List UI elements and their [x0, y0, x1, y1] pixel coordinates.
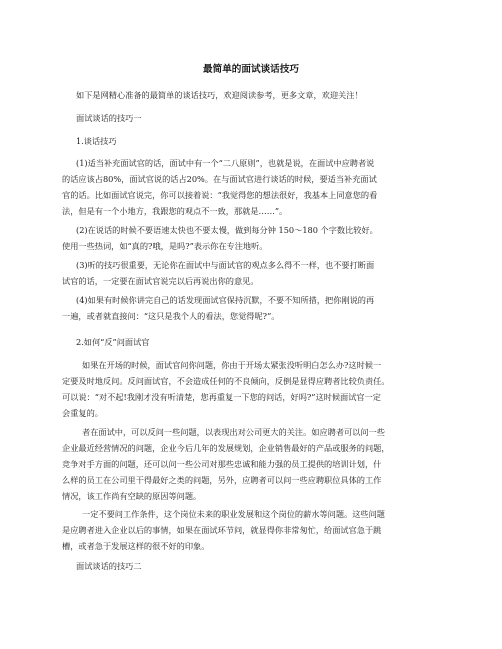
- paragraph-line: 如果在开场的时候，面试官问你问题，你由于开场太紧张没听明白怎么办?这时候一: [82, 360, 382, 370]
- item-heading-1: 1.谈话技巧: [76, 136, 117, 146]
- document-title: 最简单的面试谈话技巧: [203, 64, 299, 75]
- paragraph-4: [62, 292, 442, 324]
- paragraph-line: 一定不要问工作条件，这个岗位未来的职业发展和这个岗位的薪水等问题。这些问题: [82, 509, 385, 519]
- paragraph-line: 槽，或者急于发展这样的很不好的印象。: [62, 541, 210, 551]
- paragraph-line: 试官的话，一定要在面试官说完以后再说出你的意见。: [62, 276, 259, 286]
- paragraph-2: [62, 222, 442, 254]
- paragraph-line: (2)在说话的时候不要语速太快也不要太慢，做到每分钟 150～180 个字数比较好。: [76, 225, 378, 235]
- paragraph-line: 使用一些热词，如“真的?哦，是吗?”表示你在专注地听。: [62, 241, 268, 251]
- paragraph-1: [62, 155, 442, 219]
- paragraph-6: [62, 424, 442, 504]
- section-heading-2: 面试谈话的技巧二: [76, 561, 142, 571]
- paragraph-line: 是应聘者进入企业以后的事情，如果在面试环节问，就显得你非常匆忙，给面试官急于跳: [62, 525, 382, 535]
- paragraph-line: (4)如果有时候你讲完自己的话发现面试官保持沉默，不要不知所措，把你刚说的再: [76, 295, 375, 305]
- paragraph-line: 的话应该占80%，面试官说的话占20%。在与面试官进行谈话的时候，要适当补充面试: [62, 174, 377, 184]
- paragraph-line: (3)听的技巧很重要，无论你在面试中与面试官的观点多么得不一样，也不要打断面: [76, 260, 375, 270]
- paragraph-line: (1)适当补充面试官的话，面试中有一个“二八原则”，也就是说，在面试中应聘者说: [76, 158, 375, 168]
- paragraph-3: [62, 257, 442, 289]
- section-heading-1: 面试谈话的技巧一: [76, 113, 142, 123]
- paragraph-line: 么样的员工在公司里干得最好之类的问题，另外，应聘者可以问一些应聘职位具体的工作: [62, 475, 382, 485]
- paragraph-line: 会重复的。: [62, 408, 103, 418]
- paragraph-line: 法，但是有一个小地方，我跟您的观点不一致，那就是……”。: [62, 206, 288, 216]
- paragraph-line: 企业最近经营情况的问题，企业今后几年的发展规划，企业销售最好的产品或服务的问题，: [62, 443, 390, 453]
- intro-paragraph: 如下是网精心准备的最简单的谈话技巧，欢迎阅读参考，更多文章，欢迎关注！: [76, 90, 363, 100]
- paragraph-7: [62, 506, 442, 554]
- paragraph-line: 一遍，或者就直接问：“这只是我个人的看法，您觉得呢?”。: [62, 311, 280, 321]
- item-heading-2: 2.如何“反”问面试官: [76, 337, 150, 347]
- paragraph-line: 官的话。比如面试官说完，你可以接着说：“我觉得您的想法很好，我基本上同意您的看: [62, 190, 378, 200]
- paragraph-5: [62, 357, 442, 421]
- paragraph-line: 者在面试中，可以反问一些问题，以表现出对公司更大的关注。如应聘者可以问一些: [82, 427, 385, 437]
- paragraph-line: 情况，该工作尚有空缺的原因等问题。: [62, 491, 202, 501]
- paragraph-line: 可以说：“对不起!我刚才没有听清楚，您再重复一下您的问话，好吗?”这时候面试官一定: [62, 392, 381, 402]
- paragraph-line: 定要及时地反问。反问面试官，不会造成任何的不良倾向，反倒是显得应聘者比较负责任。: [62, 376, 390, 386]
- paragraph-line: 竞争对手方面的问题，还可以问一些公司对那些忠诚和能力强的员工提供的培训计划，什: [62, 459, 382, 469]
